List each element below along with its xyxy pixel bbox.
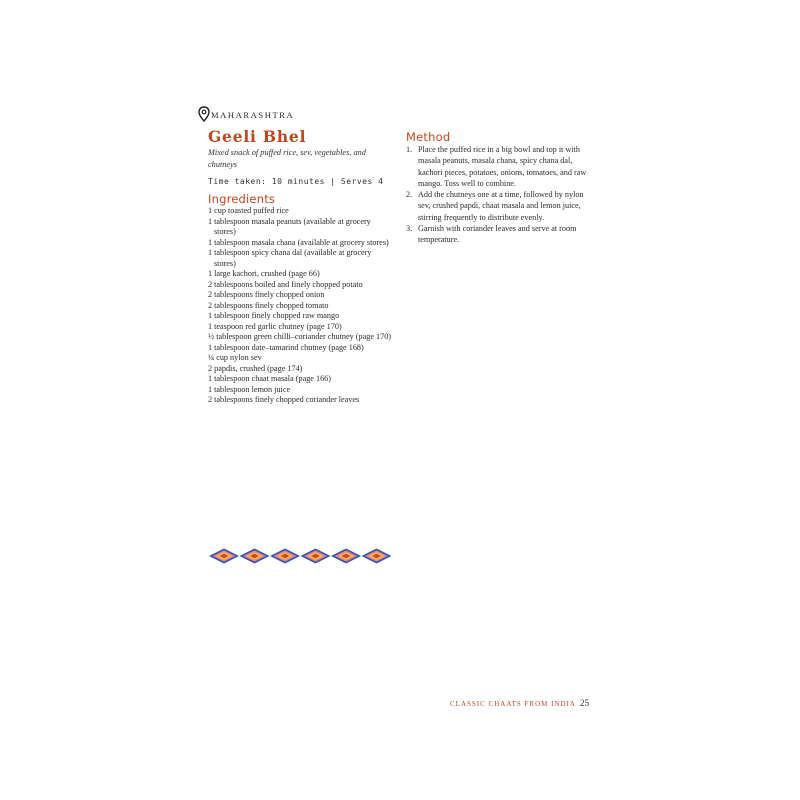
footer-book-title: CLASSIC CHAATS FROM INDIA <box>450 700 576 708</box>
method-step-number: 2. <box>406 190 413 200</box>
ingredient-item: 2 papdis, crushed (page 174) <box>208 363 303 373</box>
method-step-text: Add the chutneys one at a time, followed by nylon sev, crushed papdi, chaat masala and lemon juice, stirring frequently to distribute evenly. <box>418 190 584 222</box>
method-list <box>406 144 591 246</box>
page-number: 25 <box>580 698 589 708</box>
diamond-motif <box>209 549 239 564</box>
region-label: MAHARASHTRA <box>211 110 295 120</box>
method-step <box>406 189 591 223</box>
ingredient-item: 1 tablespoon finely chopped raw mango <box>208 311 340 320</box>
ingredient-item: 1 tablespoon date–tamarind chutney (page 168) <box>208 342 364 352</box>
recipe-subtitle: Mixed snack of puffed rice, sev, vegetables, and chutneys <box>208 148 366 169</box>
ingredient-item: 1 tablespoon chaat masala (page 166) <box>208 374 331 383</box>
ingredient-item: 1 tablespoon masala chana (available at grocery stores) <box>208 237 389 247</box>
ingredients-list <box>208 206 393 406</box>
ingredient-item: ½ tablespoon green chilli–coriander chutney (page 170) <box>208 332 392 341</box>
ingredients-heading: Ingredients <box>208 192 276 206</box>
ingredient-item: 1 tablespoon lemon juice <box>208 384 291 394</box>
ingredient-item: ¼ cup nylon sev <box>208 353 262 362</box>
diamond-motif <box>240 549 270 564</box>
method-heading: Method <box>406 130 451 144</box>
ingredient-item: 2 tablespoons boiled and finely chopped potato <box>208 279 363 289</box>
map-pin-icon <box>198 106 210 122</box>
diamond-motif <box>362 549 392 564</box>
method-step-number: 3. <box>406 224 413 234</box>
diamond-motif <box>270 549 300 564</box>
diamond-motif <box>331 549 361 564</box>
recipe-meta: Time taken: 10 minutes | Serves 4 <box>208 177 384 186</box>
diamond-motif <box>301 549 331 564</box>
ingredient-item: 2 tablespoons finely chopped tomato <box>208 300 329 310</box>
ingredient-item: 1 teaspoon red garlic chutney (page 170) <box>208 321 342 331</box>
ingredient-item: 2 tablespoons finely chopped onion <box>208 290 325 299</box>
ingredient-item: 1 cup toasted puffed rice <box>208 206 289 215</box>
recipe-title: Geeli Bhel <box>208 127 307 146</box>
method-step-text: Garnish with coriander leaves and serve at room temperature. <box>418 224 577 245</box>
method-step <box>406 223 591 246</box>
method-step-text: Place the puffed rice in a big bowl and top it with masala peanuts, masala chana, spicy chana dal, kachori pieces, potatoes, onions, tomatoes, and raw mango. Toss well to combine. <box>418 145 587 188</box>
ingredient-item: 1 large kachori, crushed (page 66) <box>208 269 320 278</box>
method-step <box>406 144 591 189</box>
ingredient-item: 1 tablespoon spicy chana dal (available at grocery stores) <box>208 248 372 268</box>
diamond-border-ornament <box>208 548 392 564</box>
method-step-number: 1. <box>406 145 413 154</box>
ingredient-item: 2 tablespoons finely chopped coriander leaves <box>208 395 360 404</box>
ingredient-item: 1 tablespoon masala peanuts (available at grocery stores) <box>208 216 371 236</box>
